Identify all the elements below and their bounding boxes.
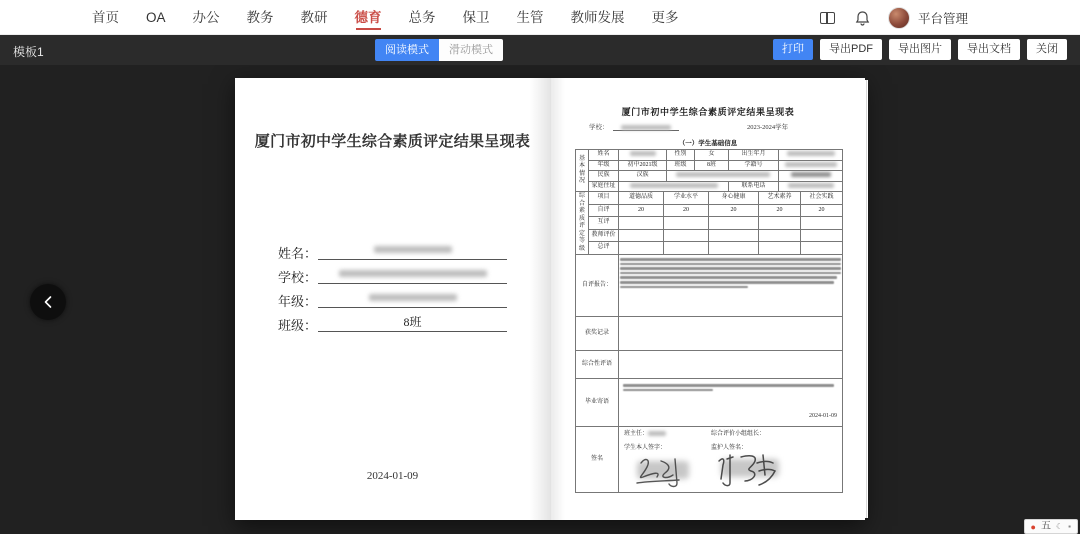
score-value-empty <box>759 217 801 230</box>
nav-item-moral-education[interactable]: 德育 <box>355 0 382 35</box>
basic-side-label: 基本情况 <box>576 150 589 192</box>
text-sections-table <box>575 254 843 493</box>
score-table <box>575 191 843 255</box>
overall-comment-label: 综合性评语 <box>576 351 619 379</box>
cell-address-label: 家庭住址 <box>589 181 619 192</box>
chevron-left-icon <box>42 295 54 309</box>
signature-side-label: 签名 <box>576 427 619 493</box>
previous-page-button[interactable] <box>30 284 66 320</box>
score-side-label: 综合素质评定等级 <box>576 192 589 255</box>
ime-punct-icon: ▪ <box>1068 521 1071 531</box>
self-report-text-redacted <box>619 255 843 317</box>
ime-brand-icon: ● <box>1030 521 1036 532</box>
guardian-sign-label: 监护人签名： <box>711 445 748 451</box>
nav-item-oa[interactable]: OA <box>146 10 166 25</box>
cell-gender-label: 性别 <box>667 150 695 161</box>
score-value-empty <box>709 217 759 230</box>
form-school-value-redacted <box>621 124 671 131</box>
name-label: 姓名： <box>278 246 318 261</box>
cell-misc-redacted <box>667 171 779 182</box>
form-subheader <box>579 122 838 133</box>
score-value: 20 <box>664 204 709 217</box>
score-header-academic: 学业水平 <box>664 192 709 205</box>
export-pdf-button[interactable]: 导出PDF <box>820 39 882 60</box>
cover-fields <box>278 240 507 336</box>
message-text-redacted <box>620 380 841 395</box>
field-underline <box>318 331 507 332</box>
basic-info-table <box>575 149 843 192</box>
score-header-moral: 道德品质 <box>619 192 664 205</box>
class-value: 8班 <box>403 315 422 329</box>
nav-item-student-mgmt[interactable]: 生管 <box>516 10 544 25</box>
print-button[interactable]: 打印 <box>773 39 813 60</box>
cover-date: 2024-01-09 <box>366 470 419 482</box>
award-record-cell-empty <box>619 317 843 351</box>
ime-status-bar[interactable] <box>1024 519 1078 534</box>
document-toolbar <box>0 35 1080 65</box>
cell-studentid-label: 学籍号 <box>729 160 779 171</box>
cell-birth-label: 出生年月 <box>729 150 779 161</box>
field-underline <box>318 259 507 260</box>
score-value-empty <box>801 229 843 242</box>
score-value-empty <box>709 229 759 242</box>
nav-item-teacher-dev[interactable]: 教师发展 <box>570 10 625 25</box>
score-value-empty <box>709 242 759 255</box>
template-name-label: 模板1 <box>13 45 44 59</box>
cell-ethnic-value: 汉族 <box>619 171 667 182</box>
document-viewer <box>0 65 1080 534</box>
score-row-label: 自评 <box>589 204 619 217</box>
slide-mode-button[interactable]: 滑动模式 <box>439 39 503 61</box>
score-row-total <box>576 242 843 255</box>
user-name-label[interactable]: 平台管理 <box>917 11 968 26</box>
section1-title: （一）学生基础信息 <box>678 140 738 147</box>
score-value-empty <box>664 229 709 242</box>
nav-item-general-affairs[interactable]: 总务 <box>408 10 436 25</box>
score-row-label: 总评 <box>589 242 619 255</box>
cell-grade-label: 年级 <box>589 160 619 171</box>
view-mode-toggle <box>375 39 503 61</box>
score-value-empty <box>759 229 801 242</box>
score-value: 20 <box>709 204 759 217</box>
score-value-empty <box>619 242 664 255</box>
score-value-empty <box>664 217 709 230</box>
cover-field-grade <box>278 288 507 311</box>
cell-studentid-value-redacted <box>779 160 843 171</box>
cell-name-value-redacted <box>619 150 667 161</box>
self-report-label: 自评报告： <box>576 255 619 317</box>
cell-birth-value-redacted <box>779 150 843 161</box>
message-cell <box>619 379 843 427</box>
nav-item-academic[interactable]: 教务 <box>246 10 274 25</box>
group-leader-label: 综合评价小组组长： <box>711 431 766 437</box>
score-value-empty <box>619 229 664 242</box>
cell-phone-label: 联系电话 <box>729 181 779 192</box>
ime-halfwidth-icon: ☾ <box>1055 521 1064 531</box>
cell-phone-value-redacted <box>779 181 843 192</box>
top-navigation-bar <box>0 0 1080 35</box>
cell-name-label: 姓名 <box>589 150 619 161</box>
score-header-item: 项目 <box>589 192 619 205</box>
grade-label: 年级： <box>278 294 318 309</box>
nav-item-security[interactable]: 保卫 <box>462 10 490 25</box>
cell-class-value: 8班 <box>695 160 729 171</box>
notification-bell-icon[interactable] <box>855 10 870 26</box>
form-table <box>575 150 842 493</box>
score-value-empty <box>664 242 709 255</box>
form-term-label: 2023-2024学年 <box>747 124 789 131</box>
score-value: 20 <box>759 204 801 217</box>
book-spread <box>235 78 865 520</box>
form-school-label: 学校： <box>589 124 609 131</box>
export-image-button[interactable]: 导出图片 <box>889 39 951 60</box>
cell-misc2-redacted <box>779 171 843 182</box>
export-doc-button[interactable]: 导出文档 <box>958 39 1020 60</box>
score-value-empty <box>801 242 843 255</box>
score-row-label: 互评 <box>589 217 619 230</box>
score-header-practice: 社会实践 <box>801 192 843 205</box>
cover-field-name <box>278 240 507 263</box>
close-button[interactable]: 关闭 <box>1027 39 1067 60</box>
score-header-art: 艺术素养 <box>759 192 801 205</box>
cell-gender-value: 女 <box>695 150 729 161</box>
class-label: 班级： <box>278 318 318 333</box>
teacher-sign-label: 班主任： <box>624 431 666 439</box>
score-value-empty <box>619 217 664 230</box>
cover-field-school <box>278 264 507 287</box>
signature-cell <box>619 427 843 493</box>
score-value-empty <box>759 242 801 255</box>
cell-class-label: 班级 <box>667 160 695 171</box>
name-value-redacted <box>318 241 507 256</box>
grade-value-redacted <box>318 289 507 304</box>
message-date: 2024-01-09 <box>809 413 837 420</box>
school-label: 学校： <box>278 270 318 285</box>
score-row-teacher <box>576 229 843 242</box>
message-label: 毕业寄语 <box>576 379 619 427</box>
field-underline <box>318 307 507 308</box>
cover-field-class <box>278 312 507 335</box>
score-row-label: 教师评价 <box>589 229 619 242</box>
form-page[interactable] <box>550 78 865 520</box>
field-underline <box>318 283 507 284</box>
form-title: 厦门市初中学生综合素质评定结果呈现表 <box>621 107 795 117</box>
score-header-health: 身心健康 <box>709 192 759 205</box>
score-value: 20 <box>619 204 664 217</box>
nav-item-more[interactable]: 更多 <box>651 10 679 25</box>
cover-page[interactable] <box>235 78 550 520</box>
student-sign-label: 学生本人签字： <box>624 445 667 451</box>
cell-grade-value: 初中2021级 <box>619 160 667 171</box>
school-value-redacted <box>318 265 507 280</box>
layout-columns-icon[interactable] <box>820 12 835 24</box>
award-record-label: 获奖记录 <box>576 317 619 351</box>
main-nav <box>92 0 679 35</box>
student-signature <box>627 453 699 493</box>
ime-wubi-indicator: 五 <box>1040 520 1051 532</box>
guardian-signature <box>711 449 791 491</box>
cell-address-value-redacted <box>619 181 729 192</box>
score-row-peer <box>576 217 843 230</box>
overall-comment-cell-empty <box>619 351 843 379</box>
cover-title: 厦门市初中学生综合素质评定结果呈现表 <box>254 134 531 150</box>
score-value: 20 <box>801 204 843 217</box>
nav-item-office[interactable]: 办公 <box>192 10 220 25</box>
user-avatar[interactable] <box>888 7 910 29</box>
read-mode-button[interactable]: 阅读模式 <box>375 39 439 61</box>
nav-item-home[interactable]: 首页 <box>92 10 119 25</box>
score-row-self <box>576 204 843 217</box>
score-value-empty <box>801 217 843 230</box>
page-stack-edge <box>865 80 868 518</box>
cell-ethnic-label: 民族 <box>589 171 619 182</box>
nav-item-research[interactable]: 教研 <box>300 10 328 25</box>
